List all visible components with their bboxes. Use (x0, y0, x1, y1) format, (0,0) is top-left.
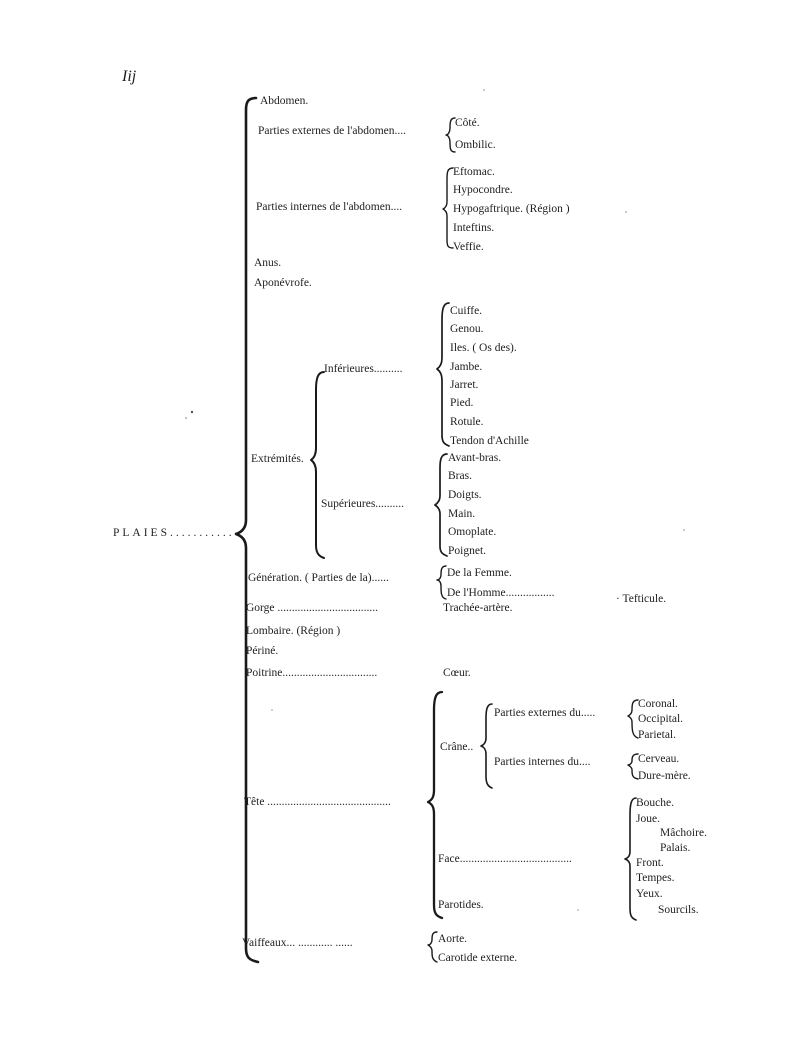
face-item: Front. (636, 857, 664, 869)
inferieures-item: Iles. ( Os des). (450, 342, 517, 354)
entry-tete: Tête ........................................... (244, 796, 391, 808)
inferieures-item: Rotule. (450, 416, 484, 428)
superieures-item: Main. (448, 508, 476, 520)
crane-label: Crâne.. (440, 741, 474, 753)
crane-ext-item: Parietal. (638, 729, 676, 741)
crane-int-label: Parties internes du.... (494, 756, 591, 768)
abdomen-ext-item: Côté. (455, 117, 480, 129)
inferieures-label: Inférieures.......... (324, 363, 403, 375)
face-item: Tempes. (636, 872, 675, 884)
abdomen-int-item: Hypogaftrique. (Région ) (453, 203, 570, 215)
superieures-item: Bras. (448, 470, 472, 482)
abdomen-int-item: Inteftins. (453, 222, 495, 234)
entry-parties-externes-abdomen: Parties externes de l'abdomen.... (258, 125, 407, 137)
entry-aponevrose: Aponévrofe. (254, 277, 312, 289)
entry-lombaire: Lombaire. (Région ) (246, 625, 341, 637)
poitrine-coeur: Cœur. (443, 667, 471, 679)
entry-gorge: Gorge ................................... (246, 602, 379, 614)
crane-ext-item: Occipital. (638, 713, 684, 725)
generation-homme: De l'Homme................. (447, 587, 555, 599)
crane-ext-item: Coronal. (638, 698, 678, 710)
generation-femme: De la Femme. (447, 567, 512, 579)
inferieures-item: Jarret. (450, 379, 479, 391)
inferieures-item: Tendon d'Achille (450, 435, 529, 447)
entry-generation: Génération. ( Parties de la)...... (248, 572, 389, 584)
entry-abdomen: Abdomen. (260, 95, 309, 107)
inferieures-item: Jambe. (450, 361, 483, 373)
face-item: Palais. (660, 842, 691, 854)
superieures-item: Doigts. (448, 489, 482, 501)
entry-extremites: Extrémités. (251, 453, 304, 465)
gorge-trachee: Trachée-artère. (443, 602, 513, 614)
inferieures-item: Pied. (450, 397, 474, 409)
face-item: Joue. (636, 813, 660, 825)
testicule-label: Tefticule. (622, 593, 667, 605)
vaisseaux-item: Carotide externe. (438, 952, 518, 964)
abdomen-int-item: Eftomac. (453, 166, 495, 178)
page-number: Iij (122, 68, 137, 85)
inferieures-item: Genou. (450, 323, 484, 335)
generation-testicule: · Tefticule. (616, 593, 667, 605)
superieures-label: Supérieures.......... (321, 498, 405, 510)
crane-int-item: Dure-mère. (638, 770, 691, 782)
superieures-item: Omoplate. (448, 526, 497, 538)
inferieures-item: Cuiffe. (450, 305, 483, 317)
abdomen-int-item: Veffie. (453, 241, 484, 253)
crane-ext-label: Parties externes du..... (494, 707, 596, 719)
face-label: Face....................................... (438, 853, 572, 865)
abdomen-int-item: Hypocondre. (453, 184, 513, 196)
face-item: Yeux. (636, 888, 663, 900)
crane-int-item: Cerveau. (638, 753, 680, 765)
face-item: Bouche. (636, 797, 675, 809)
entry-parties-internes-abdomen: Parties internes de l'abdomen.... (256, 201, 403, 213)
entry-perine: Périné. (246, 645, 279, 657)
entry-poitrine: Poitrine................................. (246, 667, 378, 679)
parotides: Parotides. (438, 899, 484, 911)
face-item: Sourcils. (658, 904, 699, 916)
abdomen-ext-item: Ombilic. (455, 139, 496, 151)
superieures-item: Avant-bras. (448, 452, 502, 464)
superieures-item: Poignet. (448, 545, 487, 557)
root-label-plaies: PLAIES........... (113, 527, 235, 539)
vaisseaux-item: Aorte. (438, 933, 468, 945)
face-item: Mâchoire. (660, 827, 707, 839)
entry-vaisseaux: Vaiffeaux... ............ ...... (242, 937, 353, 949)
entry-anus: Anus. (254, 257, 282, 269)
